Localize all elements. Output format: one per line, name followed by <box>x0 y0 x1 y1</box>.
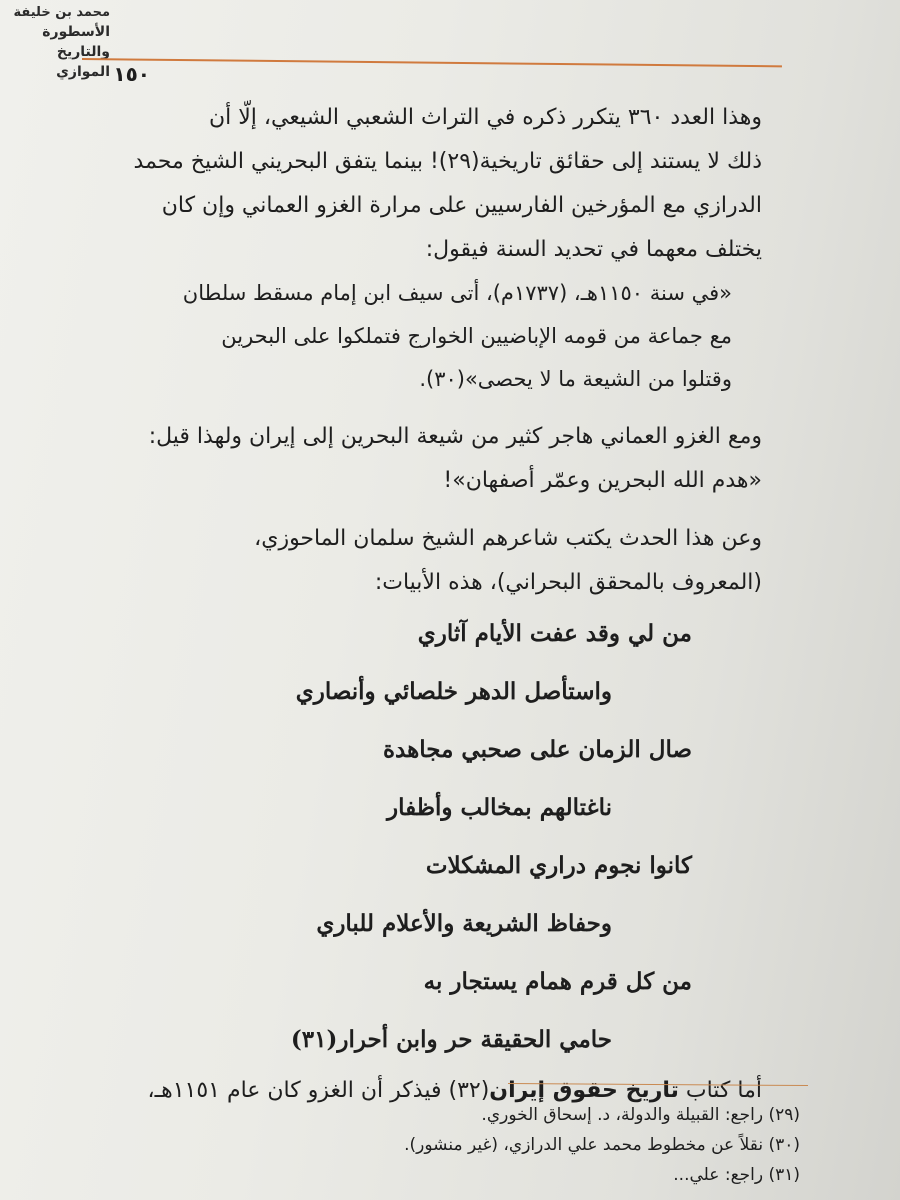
footnote-29: (٢٩) راجع: القبيلة والدولة، د. إسحاق الخوري. <box>481 1105 800 1125</box>
book-title-emphasis: تاريخ حقوق إيران <box>489 1078 679 1103</box>
saying-quote: «هدم الله البحرين وعمّر أصفهان»! <box>443 468 762 493</box>
text-line: الدرازي مع المؤرخين الفارسيين على مرارة الغزو العماني وإن كان <box>161 193 762 218</box>
header-book-title: الأسطورة والتاريخ الموازي <box>42 24 110 80</box>
spacer <box>122 503 762 517</box>
quote-line: وقتلوا من الشيعة ما لا يحصى»(٣٠). <box>419 367 732 391</box>
text-line: (المعروف بالمحقق البحراني)، هذه الأبيات: <box>374 570 762 595</box>
text-line: وهذا العدد ٣٦٠ يتكرر ذكره في التراث الشعبي الشيعي، إلّا أن <box>208 105 762 130</box>
page-number: ١٥٠ <box>113 62 150 86</box>
quotation-block <box>122 272 762 401</box>
paragraph-2: ومع الغزو العماني هاجر كثير من شيعة البحرين إلى إيران ولهذا قيل: <box>148 424 762 449</box>
paragraph-3 <box>122 517 762 605</box>
footnotes <box>160 1100 800 1190</box>
poem-line: حامي الحقيقة حر وابن أحرار(٣١) <box>290 1026 612 1053</box>
poem-line: وحفاظ الشريعة والأعلام للباري <box>316 910 612 937</box>
poem-verses <box>122 605 762 1069</box>
quote-line: مع جماعة من قومه الإباضيين الخوارج فتملكوا على البحرين <box>221 324 732 348</box>
footnote-30: (٣٠) نقلاً عن مخطوط محمد علي الدرازي، (غير منشور). <box>404 1135 800 1155</box>
poem-line: ناغتالهم بمخالب وأظفار <box>386 794 612 821</box>
poem-line: واستأصل الدهر خلصائي وأنصاري <box>295 678 612 705</box>
poem-line: من كل قرم همام يستجار به <box>423 968 692 995</box>
poem-line: كانوا نجوم دراري المشكلات <box>425 852 692 879</box>
header-rule <box>82 58 782 67</box>
text-line: وعن هذا الحدث يكتب شاعرهم الشيخ سلمان الماحوزي، <box>254 526 762 551</box>
text-line: يختلف معهما في تحديد السنة فيقول: <box>425 237 762 262</box>
running-header <box>0 4 110 82</box>
spacer <box>122 401 762 415</box>
paragraph-1 <box>122 96 762 272</box>
footnote-31: (٣١) راجع: علي... <box>673 1165 800 1185</box>
closing-paragraph: أما كتاب تاريخ حقوق إيران(٣٢) فيذكر أن الغزو كان عام ١١٥١هـ، <box>147 1078 762 1103</box>
poem-line: صال الزمان على صحبي مجاهدة <box>382 736 692 763</box>
text-line: ذلك لا يستند إلى حقائق تاريخية(٢٩)! بينما يتفق البحريني الشيخ محمد <box>133 149 762 174</box>
poem-line: من لي وقد عفت الأيام آثاري <box>417 620 692 647</box>
main-text <box>122 96 762 1113</box>
quote-line: «في سنة ١١٥٠هـ، (١٧٣٧م)، أتى سيف ابن إمام مسقط سلطان <box>182 281 732 305</box>
header-author: محمد بن خليفة <box>13 5 110 20</box>
